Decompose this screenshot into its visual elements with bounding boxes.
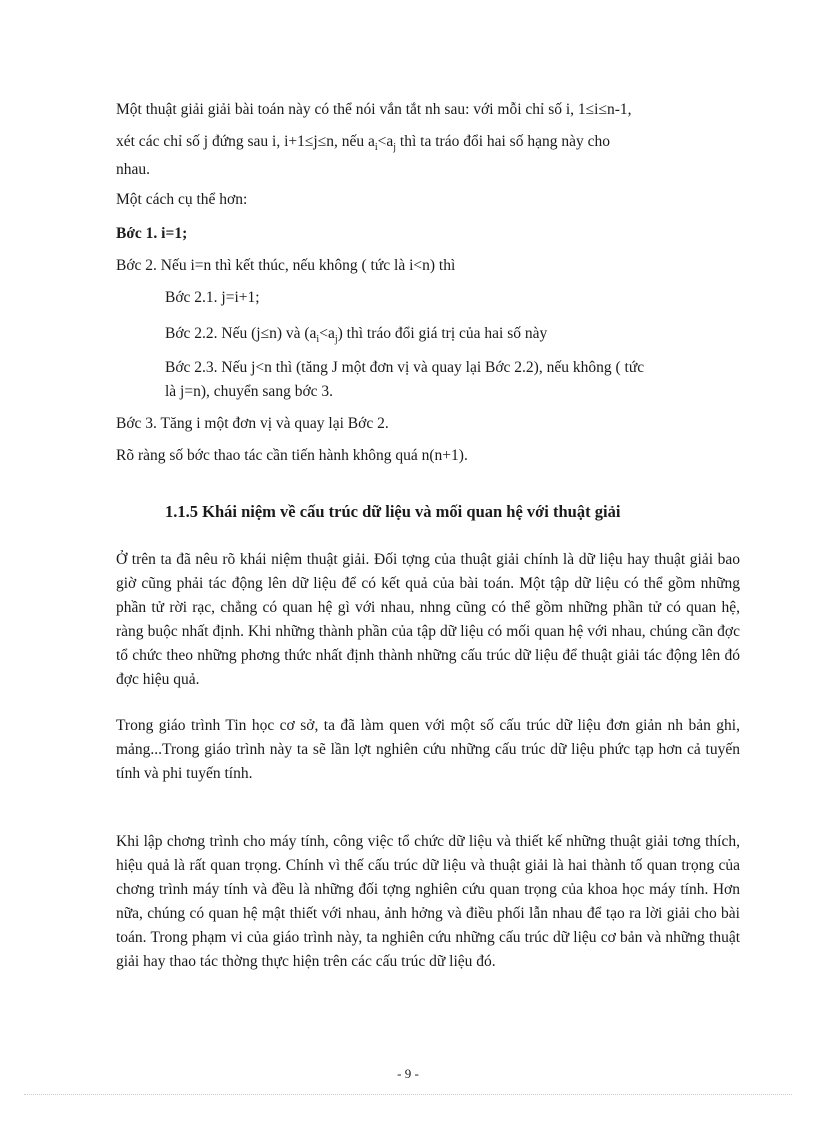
step-3: Bớc 3. Tăng i một đơn vị và quay lại Bớc 2. xyxy=(116,415,389,432)
paragraph-2: Trong giáo trình Tin học cơ sở, ta đã làm quen với một số cấu trúc dữ liệu đơn giản nh bản ghi, mảng...Trong giáo trình này ta sẽ lần lợt nghiên cứu những cấu trúc dữ liệu phức tạp hơn cả tuyến tính và phi tuyến tính. xyxy=(116,717,740,782)
step-1: Bớc 1. i=1; xyxy=(116,225,188,242)
intro-line-2: xét các chỉ số j đứng sau i, i+1≤j≤n, nếu $a_i<a_j$ thì ta tráo đổi hai số hạng này cho xyxy=(116,133,610,154)
page-bottom-divider xyxy=(24,1094,792,1095)
paragraph-3: Khi lập chơng trình cho máy tính, công việc tổ chức dữ liệu và thiết kế những thuật giải tơng thích, hiệu quả là rất quan trọng. Chính vì thế cấu trúc dữ liệu và thuật giải là hai thành tố quan trọng của chơng trình máy tính và đều là những đối tợng nghiên cứu quan trọng của khoa học máy tính. Hơn nữa, chúng có quan hệ mật thiết với nhau, ảnh hởng và điều phối lẫn nhau để tạo ra lời giải cho bài toán. Trong phạm vi của giáo trình này, ta nghiên cứu những cấu trúc dữ liệu cơ bản và những thuật giải hay thao tác thờng thực hiện trên các cấu trúc dữ liệu đó. xyxy=(116,833,740,970)
step-2-1: Bớc 2.1. j=i+1; xyxy=(165,289,260,306)
intro-line-3: nhau. xyxy=(116,161,151,178)
intro-line-1: Một thuật giải giải bài toán này có thể nói vắn tắt nh sau: với mỗi chỉ số i, 1≤i≤n-1, xyxy=(116,101,632,118)
page-number: - 9 - xyxy=(397,1066,419,1081)
intro-line-4: Một cách cụ thể hơn: xyxy=(116,191,248,208)
step-2: Bớc 2. Nếu i=n thì kết thúc, nếu không ( tức là i<n) thì xyxy=(116,257,456,274)
paragraph-1: Ở trên ta đã nêu rõ khái niệm thuật giải. Đối tợng của thuật giải chính là dữ liệu hay thuật giải bao giờ cũng phải tác động lên dữ liệu để có kết quả của bài toán. Một tập dữ liệu có thể gồm những phần tử rời rạc, chẳng có quan hệ gì với nhau, nhng cũng có thể gồm những phần tử có quan hệ, ràng buộc nhất định. Khi những thành phần của tập dữ liệu có mối quan hệ với nhau, chúng cần đợc tổ chức theo những phơng thức nhất định thành những cấu trúc dữ liệu để thuật giải tác động lên đó đợc hiệu quả. xyxy=(116,551,740,688)
section-heading: 1.1.5 Khái niệm về cấu trúc dữ liệu và mối quan hệ với thuật giải xyxy=(165,502,621,521)
steps-summary: Rõ ràng số bớc thao tác cần tiến hành không quá n(n+1). xyxy=(116,447,468,464)
step-2-2: Bớc 2.2. Nếu (j≤n) và $(a_i<a_j)$ thì tráo đổi giá trị của hai số này xyxy=(165,325,548,346)
step-2-3-line-1: Bớc 2.3. Nếu j<n thì (tăng J một đơn vị và quay lại Bớc 2.2), nếu không ( tức xyxy=(165,359,645,376)
step-2-3-line-2: là j=n), chuyển sang bớc 3. xyxy=(165,383,334,400)
